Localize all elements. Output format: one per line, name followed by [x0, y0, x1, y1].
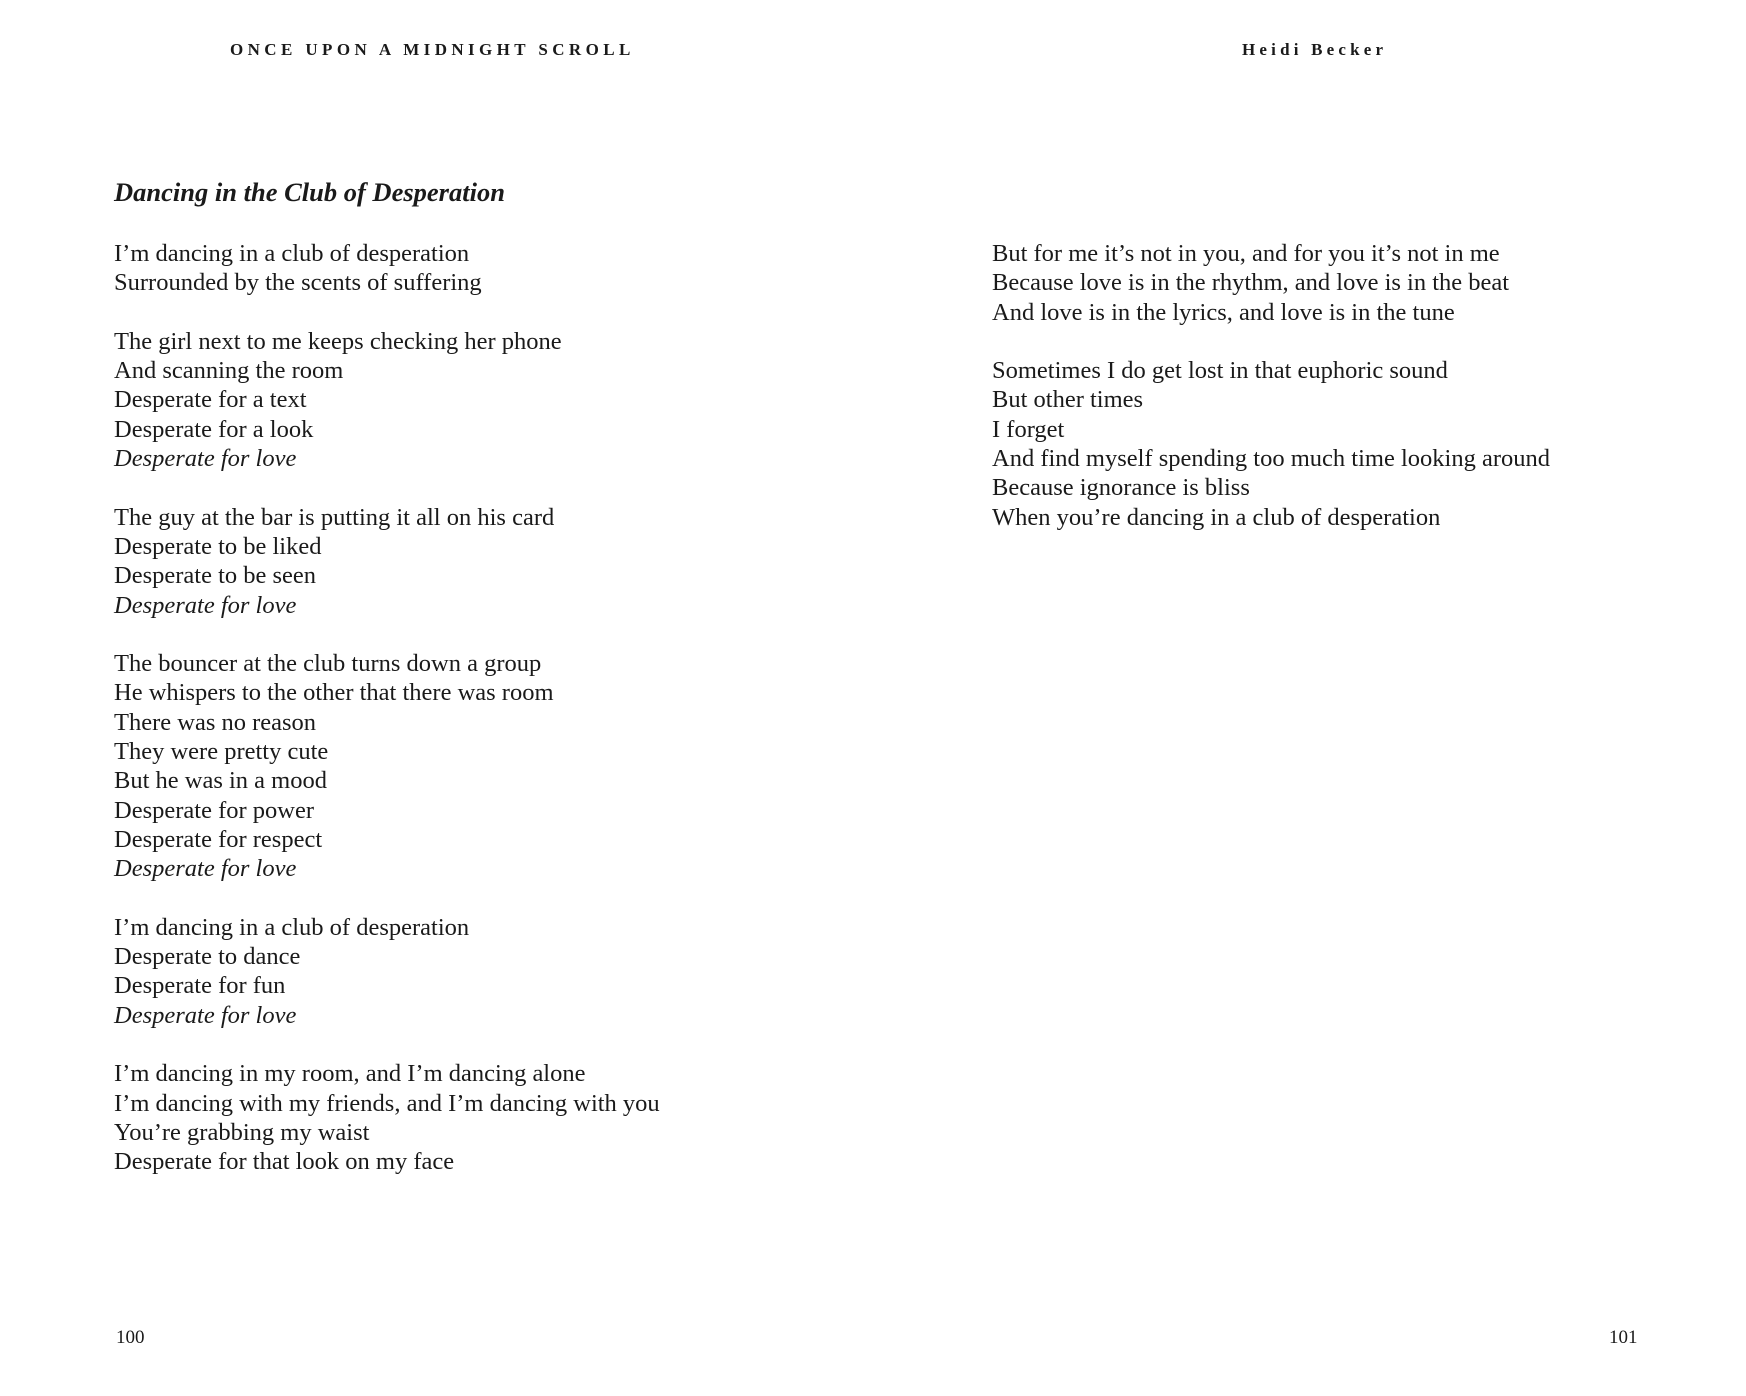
stanza	[992, 356, 1550, 532]
poem-line: And scanning the room	[114, 357, 344, 385]
right-page	[873, 0, 1746, 1396]
poem-line: I’m dancing in my room, and I’m dancing alone	[114, 1060, 586, 1088]
poem-line: Because ignorance is bliss	[992, 474, 1250, 502]
stanza-break	[114, 298, 660, 327]
poem-line: Desperate for a look	[114, 415, 314, 443]
poem-line: I’m dancing with my friends, and I’m dancing with you	[114, 1089, 660, 1117]
poem-line: Sometimes I do get lost in that euphoric sound	[992, 357, 1448, 385]
stanza	[992, 239, 1550, 327]
stanza	[114, 1059, 660, 1176]
stanza	[114, 649, 660, 883]
poem-line: Desperate for love	[114, 591, 297, 619]
poem-body-left	[114, 239, 660, 1177]
poem-line: There was no reason	[114, 708, 317, 736]
stanza-break	[114, 1030, 660, 1059]
poem-line: Desperate to dance	[114, 943, 301, 971]
poem-line: Desperate for fun	[114, 972, 286, 1000]
stanza-break	[114, 620, 660, 649]
poem-line: Desperate for respect	[114, 825, 323, 853]
page-number-left: 100	[116, 1327, 145, 1348]
poem-line: And love is in the lyrics, and love is in the tune	[992, 298, 1455, 326]
poem-line: Desperate to be seen	[114, 562, 317, 590]
poem-line: Desperate for love	[114, 1001, 297, 1029]
poem-line: And find myself spending too much time looking around	[992, 445, 1550, 473]
poem-line: When you’re dancing in a club of desperation	[992, 503, 1441, 531]
poem-line: He whispers to the other that there was room	[114, 679, 554, 707]
stanza	[114, 327, 660, 473]
poem-line: Because love is in the rhythm, and love is in the beat	[992, 269, 1510, 297]
running-head-book-title: ONCE UPON A MIDNIGHT SCROLL	[230, 40, 635, 59]
poem-line: I’m dancing in a club of desperation	[114, 913, 470, 941]
poem-line: The girl next to me keeps checking her phone	[114, 327, 562, 355]
poem-line: The bouncer at the club turns down a group	[114, 650, 542, 678]
poem-line: Desperate for power	[114, 796, 314, 824]
poem-line: The guy at the bar is putting it all on his card	[114, 503, 555, 531]
stanza	[114, 503, 660, 620]
stanza	[114, 913, 660, 1030]
poem-line: Desperate for that look on my face	[114, 1148, 455, 1176]
poem-body-right	[992, 239, 1550, 532]
running-head-author: Heidi Becker	[1242, 40, 1388, 59]
poem-line: They were pretty cute	[114, 738, 329, 766]
poem-line: Desperate for love	[114, 445, 297, 473]
poem-line: Desperate for a text	[114, 386, 307, 414]
poem-line: Desperate to be liked	[114, 532, 322, 560]
page-number-right: 101	[1609, 1327, 1638, 1348]
poem-line: You’re grabbing my waist	[114, 1118, 370, 1146]
poem-line: Surrounded by the scents of suffering	[114, 269, 482, 297]
poem-line: Desperate for love	[114, 855, 297, 883]
stanza-break	[114, 884, 660, 913]
poem-line: But other times	[992, 386, 1144, 414]
poem-title: Dancing in the Club of Desperation	[114, 177, 505, 207]
poem-line: I forget	[992, 415, 1065, 443]
poem-line: I’m dancing in a club of desperation	[114, 240, 470, 267]
stanza-break	[114, 473, 660, 502]
poem-line: But for me it’s not in you, and for you it’s not in me	[992, 240, 1500, 267]
stanza-break	[992, 327, 1550, 356]
poem-line: But he was in a mood	[114, 767, 327, 795]
stanza	[114, 239, 660, 298]
